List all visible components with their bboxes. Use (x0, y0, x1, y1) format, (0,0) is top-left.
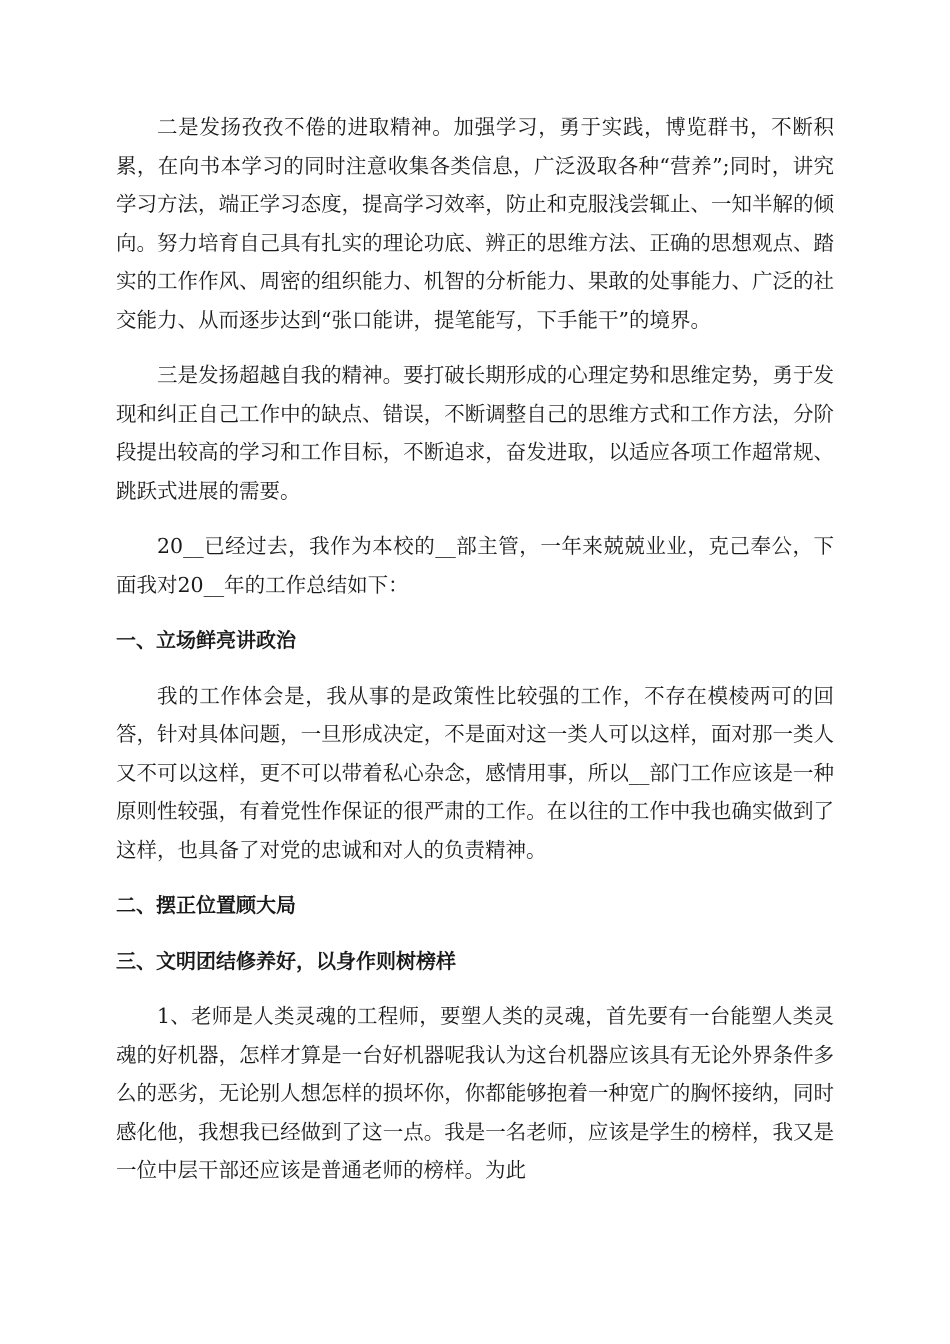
paragraph-teacher-role: 1、老师是人类灵魂的工程师，要塑人类的灵魂，首先要有一台能塑人类灵魂的好机器，怎样才算是一台好机器呢我认为这台机器应该具有无论外界条件多么的恶劣，无论别人想怎样的损坏你，你都能够抱着一种宽广的胸怀接纳，同时感化他，我想我已经做到了这一点。我是一名老师，应该是学生的榜样，我又是一位中层干部还应该是普通老师的榜样。为此 (116, 1004, 834, 1182)
paragraph-year-summary-intro: 20__已经过去，我作为本校的__部主管，一年来兢兢业业，克己奉公，下面我对20__年的工作总结如下： (116, 534, 834, 597)
document-body (116, 108, 834, 1207)
paragraph-self-transcendence: 三是发扬超越自我的精神。要打破长期形成的心理定势和思维定势，勇于发现和纠正自己工作中的缺点、错误，不断调整自己的思维方式和工作方法，分阶段提出较高的学习和工作目标，不断追求，奋发进取，以适应各项工作超常规、跳跃式进展的需要。 (116, 363, 834, 503)
section-heading-politics: 一、立场鲜亮讲政治 (116, 628, 296, 652)
paragraph-work-experience: 我的工作体会是，我从事的是政策性比较强的工作，不存在模棱两可的回答，针对具体问题，一旦形成决定，不是面对这一类人可以这样，面对那一类人又不可以这样，更不可以带着私心杂念，感情用事，所以__部门工作应该是一种原则性较强，有着党性作保证的很严肃的工作。在以往的工作中我也确实做到了这样，也具备了对党的忠诚和对人的负责精神。 (116, 683, 834, 862)
section-heading-role-model: 三、文明团结修养好，以身作则树榜样 (116, 948, 456, 973)
paragraph-progressive-spirit: 二是发扬孜孜不倦的进取精神。加强学习，勇于实践，博览群书，不断积累，在向书本学习的同时注意收集各类信息，广泛汲取各种“营养”;同时，讲究学习方法，端正学习态度，提高学习效率，防止和克服浅尝辄止、一知半解的倾向。努力培育自己具有扎实的理论功底、辨正的思维方法、正确的思想观点、踏实的工作作风、周密的组织能力、机智的分析能力、果敢的处事能力、广泛的社交能力、从而逐步达到“张口能讲，提笔能写，下手能干”的境界。 (116, 115, 834, 332)
section-heading-position: 二、摆正位置顾大局 (116, 893, 296, 917)
